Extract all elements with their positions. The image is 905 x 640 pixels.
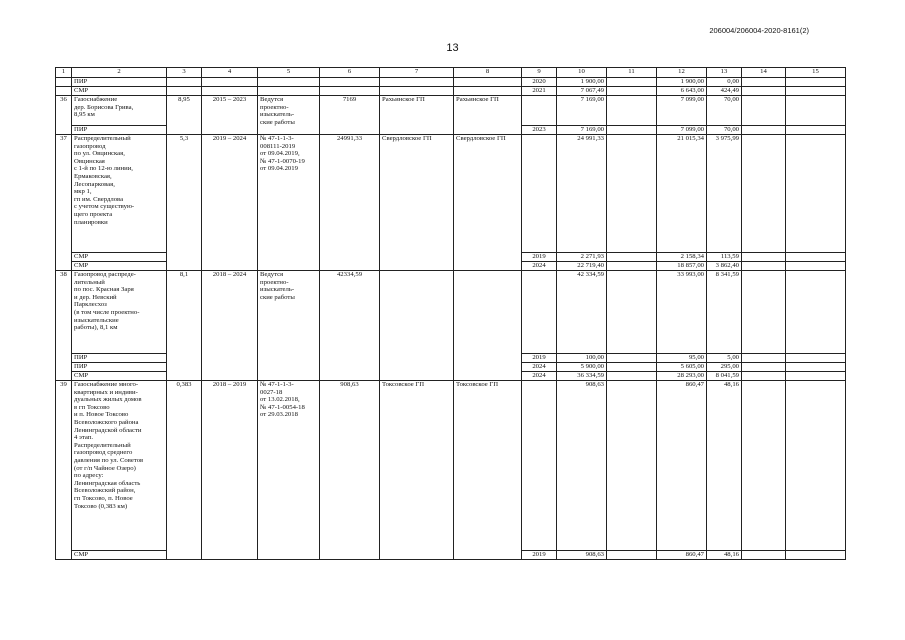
- period: 2015 – 2023: [202, 96, 258, 135]
- year-cell: 2019: [522, 551, 557, 560]
- column-number: 4: [202, 68, 258, 78]
- year-cell: 2019: [522, 354, 557, 363]
- column-12-cell: 7 099,00: [657, 126, 707, 135]
- year-cell: 2021: [522, 87, 557, 96]
- total-cell: 7 169,00: [557, 126, 607, 135]
- blank-cell: [258, 87, 320, 96]
- work-type: ПИР: [72, 363, 167, 372]
- year-cell: [522, 381, 557, 551]
- column-number: 6: [320, 68, 380, 78]
- blank-cell: [742, 96, 786, 126]
- year-cell: [522, 135, 557, 253]
- column-13-cell: 295,00: [707, 363, 742, 372]
- expertise-docs: Ведутся проектно- изыскатель- ские работы: [258, 96, 320, 135]
- total-cell: 908,63: [557, 551, 607, 560]
- blank-cell: [742, 363, 786, 372]
- column-number: 5: [258, 68, 320, 78]
- column-13-cell: 424,49: [707, 87, 742, 96]
- blank-cell: [786, 87, 846, 96]
- row-number: 39: [56, 381, 72, 560]
- total-cell: 42 334,59: [557, 271, 607, 354]
- blank-cell: [607, 253, 657, 262]
- blank-cell: [742, 126, 786, 135]
- column-13-cell: 70,00: [707, 96, 742, 126]
- blank-cell: [742, 262, 786, 271]
- column-number: 8: [454, 68, 522, 78]
- column-13-cell: 70,00: [707, 126, 742, 135]
- project-name: Газоснабжение много- квартирных и индиви- дуальных жилых домов в гп Токсово и п. Новое Токсово Всеволожского района Ленинградской области 4 этап. Распределительный газопровод среднего давления по ул. Советов (от г/п Чайное Озеро) по адресу: Ленинградская область Всеволожский район, гп Токсово, п. Новое Токсово (0,383 км): [72, 381, 167, 551]
- blank-cell: [380, 87, 454, 96]
- year-cell: 2019: [522, 253, 557, 262]
- blank-cell: [258, 78, 320, 87]
- length-km: 0,383: [167, 381, 202, 560]
- blank-cell: [742, 135, 786, 253]
- owner: Рахьинское ГП: [454, 96, 522, 135]
- work-type: СМР: [72, 87, 167, 96]
- blank-cell: [786, 354, 846, 363]
- project-row: [56, 135, 846, 253]
- owner: Свердловское ГП: [454, 135, 522, 271]
- column-13-cell: 0,00: [707, 78, 742, 87]
- year-cell: 2024: [522, 262, 557, 271]
- column-13-cell: 113,59: [707, 253, 742, 262]
- owner: [454, 271, 522, 381]
- blank-cell: [607, 381, 657, 551]
- header-row: [56, 68, 846, 78]
- blank-cell: [786, 135, 846, 253]
- total-cell: 5 900,00: [557, 363, 607, 372]
- customer: Свердловское ГП: [380, 135, 454, 271]
- work-type: ПИР: [72, 354, 167, 363]
- row-number: 36: [56, 96, 72, 135]
- page-number: 13: [446, 42, 459, 54]
- blank-cell: [380, 78, 454, 87]
- column-number: 9: [522, 68, 557, 78]
- total-cell: 36 334,59: [557, 372, 607, 381]
- year-cell: [522, 96, 557, 126]
- period: 2018 – 2024: [202, 271, 258, 381]
- column-12-cell: 6 643,00: [657, 87, 707, 96]
- estimated-cost: 42334,59: [320, 271, 380, 381]
- column-12-cell: 860,47: [657, 381, 707, 551]
- column-12-cell: 95,00: [657, 354, 707, 363]
- total-cell: 24 991,33: [557, 135, 607, 253]
- blank-cell: [607, 363, 657, 372]
- column-number: 7: [380, 68, 454, 78]
- row-number: 38: [56, 271, 72, 381]
- total-cell: 7 067,49: [557, 87, 607, 96]
- blank-cell: [607, 126, 657, 135]
- project-name: Газоснабжение дер. Борисова Грива, 8,95 км: [72, 96, 167, 126]
- customer: [380, 271, 454, 381]
- expertise-docs: Ведутся проектно- изыскатель- ские работы: [258, 271, 320, 381]
- period: 2019 – 2024: [202, 135, 258, 271]
- blank-cell: [607, 354, 657, 363]
- total-cell: 908,63: [557, 381, 607, 551]
- customer: Рахьинское ГП: [380, 96, 454, 135]
- owner: Токсовское ГП: [454, 381, 522, 560]
- length-km: 8,1: [167, 271, 202, 381]
- column-13-cell: 5,00: [707, 354, 742, 363]
- continuation-row: [56, 78, 846, 87]
- column-13-cell: 8 341,59: [707, 271, 742, 354]
- blank-cell: [786, 262, 846, 271]
- column-12-cell: 1 900,00: [657, 78, 707, 87]
- blank-cell: [742, 354, 786, 363]
- project-row: [56, 381, 846, 551]
- blank-cell: [320, 87, 380, 96]
- work-type: СМР: [72, 253, 167, 262]
- year-cell: 2023: [522, 126, 557, 135]
- work-type: СМР: [72, 262, 167, 271]
- investment-table: [55, 67, 846, 560]
- column-12-cell: 33 993,00: [657, 271, 707, 354]
- blank-cell: [607, 372, 657, 381]
- blank-cell: [742, 551, 786, 560]
- work-type: СМР: [72, 551, 167, 560]
- total-cell: 1 900,00: [557, 78, 607, 87]
- column-12-cell: 2 158,34: [657, 253, 707, 262]
- blank-cell: [786, 372, 846, 381]
- work-type: СМР: [72, 372, 167, 381]
- blank-cell: [786, 271, 846, 354]
- document-id: 206004/206004-2020-8161(2): [709, 26, 809, 35]
- blank-cell: [786, 126, 846, 135]
- row-number: 37: [56, 135, 72, 271]
- column-12-cell: 18 857,00: [657, 262, 707, 271]
- blank-cell: [786, 253, 846, 262]
- column-13-cell: 48,16: [707, 551, 742, 560]
- total-cell: 2 271,93: [557, 253, 607, 262]
- blank-cell: [607, 78, 657, 87]
- blank-cell: [607, 551, 657, 560]
- project-row: [56, 271, 846, 354]
- column-number: 2: [72, 68, 167, 78]
- blank-cell: [607, 262, 657, 271]
- customer: Токсовское ГП: [380, 381, 454, 560]
- year-cell: [522, 271, 557, 354]
- year-cell: 2020: [522, 78, 557, 87]
- expertise-docs: № 47-1-1-3- 008111-2019 от 09.04.2019, № 47-1-0070-19 от 09.04.2019: [258, 135, 320, 271]
- blank-cell: [742, 381, 786, 551]
- year-cell: 2024: [522, 372, 557, 381]
- work-type: ПИР: [72, 126, 167, 135]
- column-12-cell: 21 015,34: [657, 135, 707, 253]
- total-cell: 7 169,00: [557, 96, 607, 126]
- blank-cell: [454, 78, 522, 87]
- continuation-row: [56, 87, 846, 96]
- column-number: 15: [786, 68, 846, 78]
- column-number: 10: [557, 68, 607, 78]
- length-km: 5,3: [167, 135, 202, 271]
- blank-cell: [167, 87, 202, 96]
- column-number: 13: [707, 68, 742, 78]
- blank-cell: [786, 381, 846, 551]
- blank-cell: [607, 135, 657, 253]
- column-13-cell: 48,16: [707, 381, 742, 551]
- expertise-docs: № 47-1-1-3- 0027-18 от 13.02.2018, № 47-1-0054-18 от 29.03.2018: [258, 381, 320, 560]
- blank-cell: [786, 363, 846, 372]
- blank-cell: [607, 87, 657, 96]
- blank-cell: [167, 78, 202, 87]
- column-number: 1: [56, 68, 72, 78]
- blank-cell: [742, 78, 786, 87]
- estimated-cost: 24991,33: [320, 135, 380, 271]
- column-12-cell: 28 293,00: [657, 372, 707, 381]
- project-row: [56, 96, 846, 126]
- year-cell: 2024: [522, 363, 557, 372]
- blank-cell: [202, 87, 258, 96]
- work-type: ПИР: [72, 78, 167, 87]
- total-cell: 100,00: [557, 354, 607, 363]
- blank-cell: [786, 78, 846, 87]
- project-name: Распределительный газопровод по ул. Овцинская, Овцинская с 1-й по 12-ю линии, Ермаковская, Лесопарковая, мкр 1, гп им. Свердлова с учетом существую- щего проекта планировки: [72, 135, 167, 253]
- period: 2018 – 2019: [202, 381, 258, 560]
- column-13-cell: 8 041,59: [707, 372, 742, 381]
- column-12-cell: 7 099,00: [657, 96, 707, 126]
- blank-cell: [742, 87, 786, 96]
- project-name: Газопровод распреде- лительный по пос. Красная Заря и дер. Невский Парклесхоз (в том числе проектно- изыскательские работы), 8,1 км: [72, 271, 167, 354]
- estimated-cost: 908,63: [320, 381, 380, 560]
- estimated-cost: 7169: [320, 96, 380, 135]
- blank-cell: [742, 253, 786, 262]
- column-12-cell: 5 605,00: [657, 363, 707, 372]
- blank-cell: [320, 78, 380, 87]
- blank-cell: [607, 271, 657, 354]
- column-12-cell: 860,47: [657, 551, 707, 560]
- column-13-cell: 3 862,40: [707, 262, 742, 271]
- blank-cell: [742, 372, 786, 381]
- blank-cell: [56, 87, 72, 96]
- blank-cell: [56, 78, 72, 87]
- column-13-cell: 3 975,99: [707, 135, 742, 253]
- blank-cell: [742, 271, 786, 354]
- blank-cell: [786, 551, 846, 560]
- column-number: 3: [167, 68, 202, 78]
- column-number: 12: [657, 68, 707, 78]
- total-cell: 22 719,40: [557, 262, 607, 271]
- blank-cell: [607, 96, 657, 126]
- blank-cell: [202, 78, 258, 87]
- blank-cell: [786, 96, 846, 126]
- column-number: 11: [607, 68, 657, 78]
- blank-cell: [454, 87, 522, 96]
- length-km: 8,95: [167, 96, 202, 135]
- column-number: 14: [742, 68, 786, 78]
